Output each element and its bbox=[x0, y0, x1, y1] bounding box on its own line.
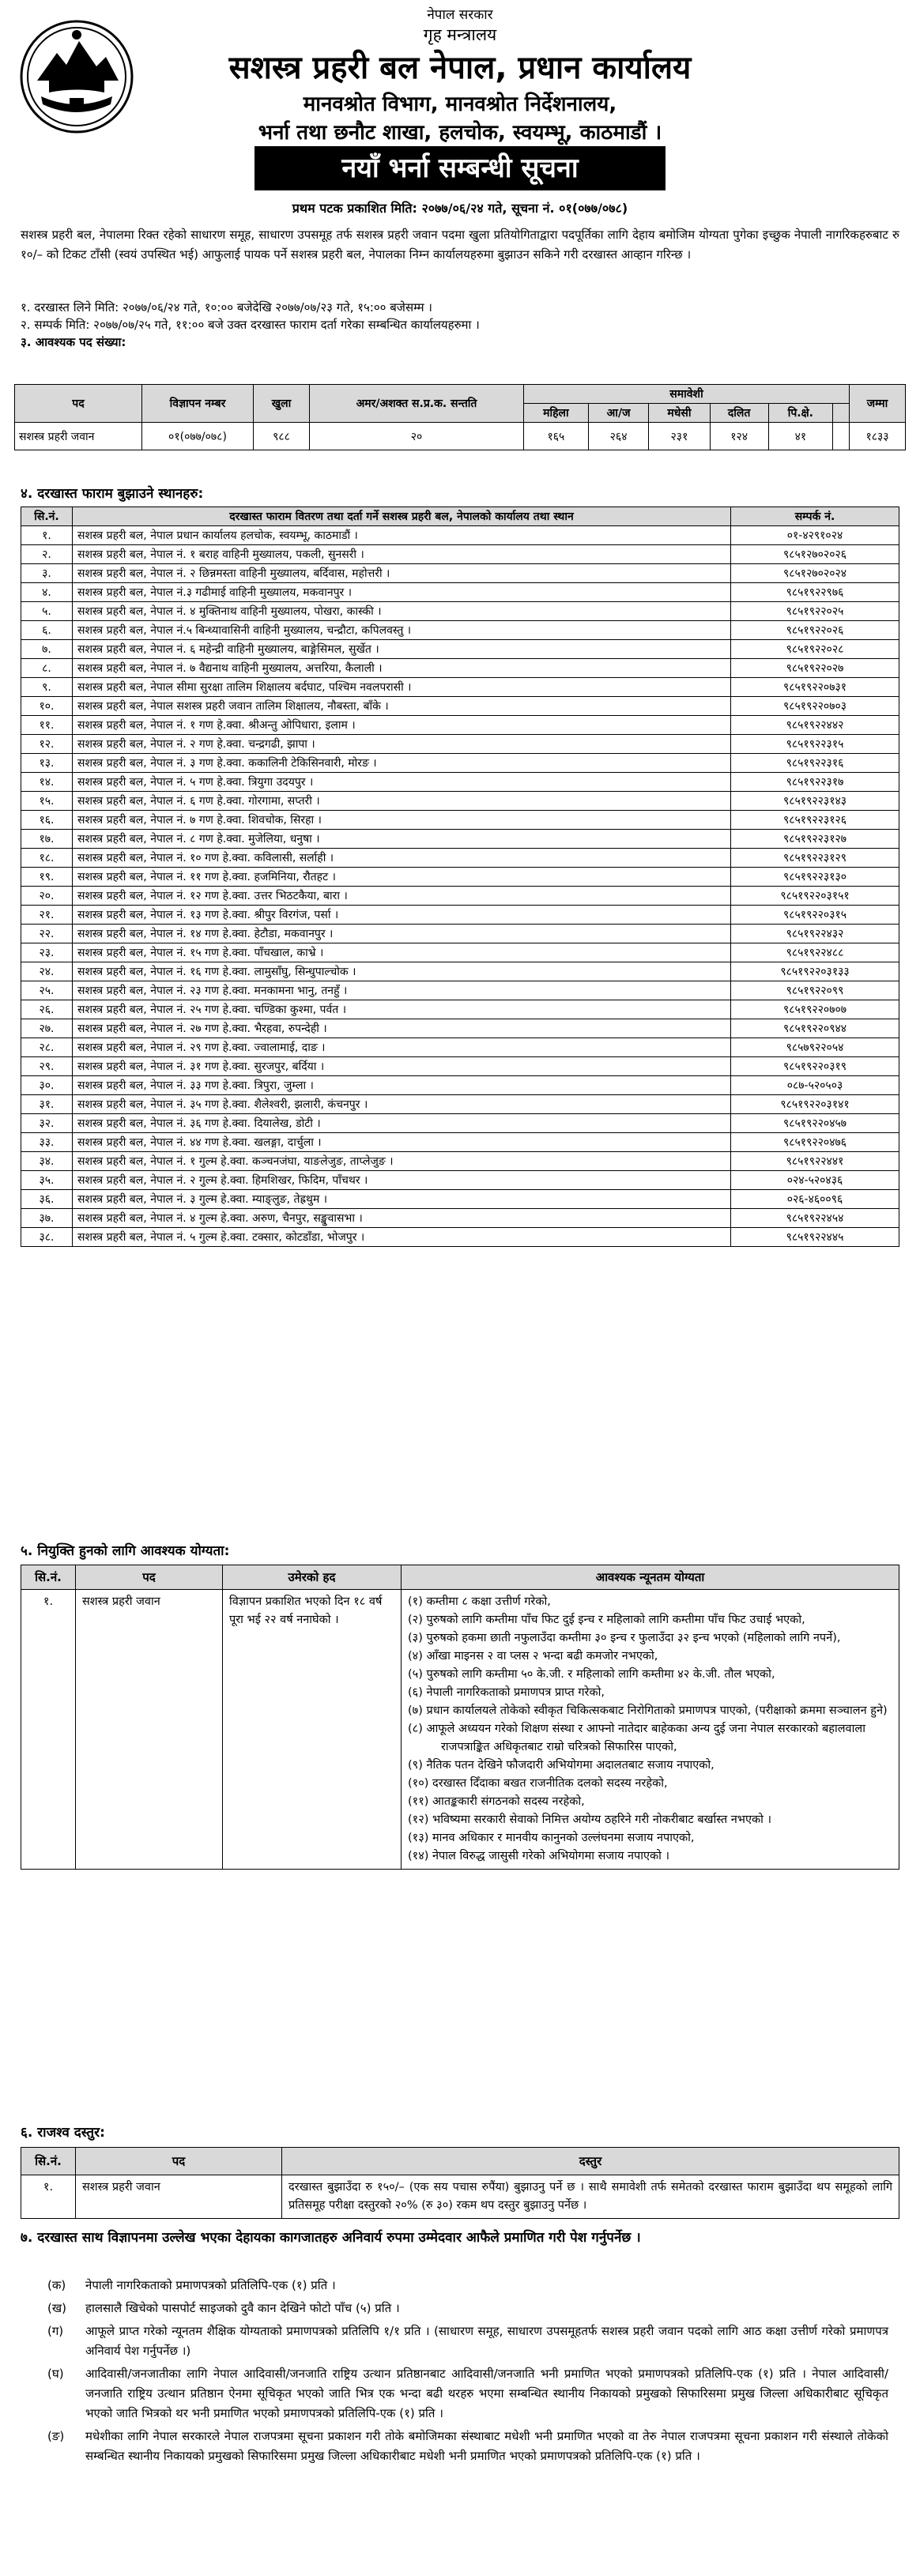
cell-contact: ९८५१९२२३१६ bbox=[731, 754, 899, 773]
list-item-label: (क) bbox=[47, 2278, 66, 2292]
table-row bbox=[21, 1019, 899, 1038]
cell-contact: ९८५१९२२३१४३ bbox=[731, 792, 899, 811]
cell-sn: १४. bbox=[21, 773, 73, 792]
dept-line: मानवश्रोत विभाग, मानवश्रोत निर्देशनालय, bbox=[303, 92, 617, 116]
qualification-item: (४) आँखा माइनस २ वा प्लस २ भन्दा बढी कमजोर नभएको, bbox=[408, 1650, 658, 1663]
th-open: खुला bbox=[254, 385, 310, 423]
qualification-item: (५) पुरुषको लागि कम्तीमा ५० के.जी. र महिलाको लागि कम्तीमा ४२ के.जी. तौल भएको, bbox=[408, 1668, 775, 1681]
cell-dalit: १२४ bbox=[710, 423, 768, 450]
cell-contact: ९८५१९२२३१२६ bbox=[731, 811, 899, 830]
post-count-table bbox=[14, 384, 906, 450]
cell-fee: दरखास्त बुझाउँदा रु १५०/– (एक सय पचास रुपैंया) बुझाउनु पर्ने छ । साथै समावेशी तर्फ समेतको दरखास्त फाराम बुझाउँदा थप समूहको लागि प्रतिसमूह परीक्षा दस्तुरको २०% (रु ३०) रकम थप दस्तुर बुझाउनु पर्नेछ । bbox=[282, 2175, 899, 2219]
offices-body bbox=[21, 526, 899, 1247]
th-ad-number: विज्ञापन नम्बर bbox=[142, 385, 254, 423]
table-row bbox=[21, 1133, 899, 1152]
cell-place: सशस्त्र प्रहरी बल, नेपाल नं. ३ गुल्म हे.क्वा. म्याङ्लुङ, तेह्रथुम । bbox=[73, 1190, 731, 1209]
cell-place: सशस्त्र प्रहरी बल, नेपाल नं. २३ गण हे.क्वा. मनकामना भानु, तनहुँ । bbox=[73, 981, 731, 1000]
list-item-label: (ङ) bbox=[47, 2429, 65, 2443]
table-row bbox=[21, 887, 899, 906]
cell-place: सशस्त्र प्रहरी बल, नेपाल नं. ८ गण हे.क्वा. मुजेलिया, धनुषा । bbox=[73, 830, 731, 849]
cell-place: सशस्त्र प्रहरी बल, नेपाल नं.५ बिन्ध्यावासिनी वाहिनी मुख्यालय, चन्द्रौटा, कपिलवस्तु । bbox=[73, 621, 731, 640]
cell-sn: ३८. bbox=[21, 1228, 73, 1247]
section-7-title: ७. दरखास्त साथ विज्ञापनमा उल्लेख भएका देहायका कागजातहरु अनिवार्य रुपमा उम्मेदवार आफैले प्रमाणित गरी पेश गर्नुपर्नेछ । bbox=[21, 2230, 641, 2246]
ministry-line: गृह मन्त्रालय bbox=[423, 25, 497, 44]
cell-sn: ३६. bbox=[21, 1190, 73, 1209]
cell-contact: ०१-४२९१०२४ bbox=[731, 526, 899, 545]
th-samabeshi: समावेशी bbox=[524, 385, 850, 404]
table-row bbox=[21, 1228, 899, 1247]
table-row bbox=[21, 602, 899, 621]
table-row bbox=[21, 640, 899, 659]
qualification-item: (१०) दरखास्त दिँदाका बखत राजनीतिक दलको सदस्य नरहेको, bbox=[408, 1777, 668, 1790]
table-row bbox=[21, 526, 899, 545]
table-row bbox=[21, 564, 899, 583]
table-row bbox=[21, 545, 899, 564]
qualification-item: (११) आतङ्ककारी संगठनको सदस्य नरहेको, bbox=[408, 1795, 585, 1808]
th-backward: पि.क्षे. bbox=[768, 404, 832, 423]
table-row bbox=[21, 868, 899, 887]
cell-place: सशस्त्र प्रहरी बल, नेपाल नं. १ गण हे.क्वा. श्रीअन्तु ओपिधारा, इलाम । bbox=[73, 716, 731, 735]
cell-contact: ९८५१९२२३१३० bbox=[731, 868, 899, 887]
list-item-label: (ख) bbox=[47, 2301, 66, 2315]
table-row bbox=[21, 735, 899, 754]
qualification-item: (८) आफूले अध्ययन गरेको शिक्षण संस्था र आफ्नो नातेदार बाहेकका अन्य दुई जना नेपाल सरकारको बहालवाला राजपत्राङ्कित अधिकृतबाट राम्रो चरित्रको सिफारिस पाएको, bbox=[408, 1723, 865, 1753]
th-dalit: दलित bbox=[710, 404, 768, 423]
cell-place: सशस्त्र प्रहरी बल, नेपाल नं. २ गुल्म हे.क्वा. हिमशिखर, फिदिम, पाँचथर । bbox=[73, 1171, 731, 1190]
cell-place: सशस्त्र प्रहरी बल, नेपाल नं. २ छिन्नमस्ता वाहिनी मुख्यालय, बर्दिवास, महोत्तरी । bbox=[73, 564, 731, 583]
cell-contact: ९८५१९२२०७०३ bbox=[731, 697, 899, 716]
table-row bbox=[21, 1076, 899, 1095]
cell-sn: ११. bbox=[21, 716, 73, 735]
th-aj: आ/ज bbox=[588, 404, 649, 423]
cell-sn: ३४. bbox=[21, 1152, 73, 1171]
cell-sn: २६. bbox=[21, 1000, 73, 1019]
fee-table bbox=[21, 2147, 899, 2219]
cell-place: सशस्त्र प्रहरी बल, नेपाल नं. १० गण हे.क्वा. कविलासी, सर्लाही । bbox=[73, 849, 731, 868]
cell-contact: ९८५१९२२०३१५ bbox=[731, 906, 899, 925]
cell-inclusive: २० bbox=[310, 423, 524, 450]
cell-sn: १. bbox=[21, 526, 73, 545]
qualification-item: (९) नैतिक पतन देखिने फौजदारी अभियोगमा अदालतबाट सजाय नपाएको, bbox=[408, 1759, 715, 1772]
cell-place: सशस्त्र प्रहरी बल, नेपाल नं. १४ गण हे.क्वा. हेटौडा, मकवानपुर । bbox=[73, 925, 731, 943]
table-row bbox=[21, 981, 899, 1000]
th-sn: सि.नं. bbox=[21, 1565, 76, 1590]
cell-sn: २९. bbox=[21, 1057, 73, 1076]
qualification-item: (१४) नेपाल विरुद्ध जासुसी गरेको अभियोगमा सजाय नपाएको । bbox=[408, 1850, 670, 1862]
cell-place: सशस्त्र प्रहरी बल, नेपाल नं. १६ गण हे.क्वा. लामुसाँघु, सिन्धुपाल्चोक । bbox=[73, 962, 731, 981]
cell-sn: ४. bbox=[21, 583, 73, 602]
cell-contact: ०२६-४६००९६ bbox=[731, 1190, 899, 1209]
cell-contact: ९८५१९२२४५४ bbox=[731, 1209, 899, 1228]
table-row bbox=[21, 1038, 899, 1057]
cell-sn: १५. bbox=[21, 792, 73, 811]
cell-place: सशस्त्र प्रहरी बल, नेपाल सशस्त्र प्रहरी जवान तालिम शिक्षालय, नौबस्ता, बाँके । bbox=[73, 697, 731, 716]
cell-place: सशस्त्र प्रहरी बल, नेपाल नं. १२ गण हे.क्वा. उत्तर भिठटकैया, बारा । bbox=[73, 887, 731, 906]
table-row bbox=[21, 906, 899, 925]
table-row bbox=[21, 925, 899, 943]
cell-woman: १६५ bbox=[524, 423, 589, 450]
cell-contact: ९८५१९२२४४२ bbox=[731, 716, 899, 735]
cell-place: सशस्त्र प्रहरी बल, नेपाल नं. ४ गुल्म हे.क्वा. अरुण, चैनपुर, सङ्खुवासभा । bbox=[73, 1209, 731, 1228]
cell-contact: ९८५१९२२९७६ bbox=[731, 583, 899, 602]
header bbox=[0, 0, 920, 166]
cell-sn: ३०. bbox=[21, 1076, 73, 1095]
cell-contact: ९८५१९२२०२५ bbox=[731, 602, 899, 621]
table-row bbox=[21, 659, 899, 678]
cell-place: सशस्त्र प्रहरी बल, नेपाल प्रधान कार्यालय हलचोक, स्वयम्भू, काठमाडौं । bbox=[73, 526, 731, 545]
th-qual: आवश्यक न्यूनतम योग्यता bbox=[402, 1565, 899, 1590]
cell-sn: २१. bbox=[21, 906, 73, 925]
cell-place: सशस्त्र प्रहरी बल, नेपाल नं. ६ महेन्द्री वाहिनी मुख्यालय, बाङ्गेसिमल, सुर्खेत । bbox=[73, 640, 731, 659]
cell-contact: ९८५१९२२३१७ bbox=[731, 773, 899, 792]
cell-place: सशस्त्र प्रहरी बल, नेपाल नं. ३३ गण हे.क्वा. त्रिपुरा, जुम्ला । bbox=[73, 1076, 731, 1095]
qualification-item: (३) पुरुषको हकमा छाती नफुलाउँदा कम्तीमा ३० इन्च र फुलाउँदा ३२ इन्च भएको (महिलाको लागि नपर्ने), bbox=[408, 1632, 841, 1644]
cell-open: ९८८ bbox=[254, 423, 310, 450]
cell-contact: ९८५१९२२०७३१ bbox=[731, 678, 899, 697]
table-row bbox=[21, 2175, 899, 2219]
cell-sn: २४. bbox=[21, 962, 73, 981]
branch-line: भर्ना तथा छनौट शाखा, हलचोक, स्वयम्भू, काठमाडौं । bbox=[258, 121, 662, 145]
qualification-item: (७) प्रधान कार्यालयले तोकेको स्वीकृत चिकित्सकबाट निरोगिताको प्रमाणपत्र पाएको, (परीक्षाको क्रममा सञ्चालन हुने) bbox=[408, 1704, 888, 1717]
cell-place: सशस्त्र प्रहरी बल, नेपाल नं. ३५ गण हे.क्वा. शैलेश्वरी, झलारी, कंचनपुर । bbox=[73, 1095, 731, 1114]
cell-contact: ९८५७९२२०५४ bbox=[731, 1038, 899, 1057]
table-row bbox=[21, 773, 899, 792]
cell-place: सशस्त्र प्रहरी बल, नेपाल नं. ३१ गण हे.क्वा. सुरजपुर, बर्दिया । bbox=[73, 1057, 731, 1076]
list-item-label: (घ) bbox=[47, 2367, 64, 2381]
cell-sn: १७. bbox=[21, 830, 73, 849]
cell-sn: ८. bbox=[21, 659, 73, 678]
list-item-text: आफूले प्राप्त गरेको न्यूनतम शैक्षिक योग्यताको प्रमाणपत्रको प्रतिलिपि १/१ प्रति । (साधारण समूह, साधारण उपसमूहतर्फ सशस्त्र प्रहरी जवान पदको लागि आठ कक्षा उत्तीर्ण गरेको प्रमाणपत्र अनिवार्य पेश गर्नुपर्नेछ ।) bbox=[85, 2324, 888, 2358]
cell-place: सशस्त्र प्रहरी बल, नेपाल नं. ४४ गण हे.क्वा. खलङ्गा, दार्चुला । bbox=[73, 1133, 731, 1152]
documents-list bbox=[47, 2276, 888, 2469]
th-woman: महिला bbox=[524, 404, 589, 423]
list-item-text: नेपाली नागरिकताको प्रमाणपत्रको प्रतिलिपि-एक (१) प्रति । bbox=[85, 2278, 336, 2292]
key-points bbox=[21, 299, 480, 351]
cell-sn: २. bbox=[21, 545, 73, 564]
th-sn: सि.नं. bbox=[21, 507, 73, 526]
cell-place: सशस्त्र प्रहरी बल, नेपाल नं. १ बराह वाहिनी मुख्यालय, पकली, सुनसरी । bbox=[73, 545, 731, 564]
table-row bbox=[21, 962, 899, 981]
cell-sn: १. bbox=[21, 2175, 76, 2219]
cell-place: सशस्त्र प्रहरी बल, नेपाल नं. ७ वैद्यनाथ वाहिनी मुख्यालय, अत्तरिया, कैलाली । bbox=[73, 659, 731, 678]
cell-place: सशस्त्र प्रहरी बल, नेपाल नं.३ गढीमाई वाहिनी मुख्यालय, मकवानपुर । bbox=[73, 583, 731, 602]
section-6-title: ६. राजश्व दस्तुर: bbox=[21, 2125, 105, 2141]
cell-post: सशस्त्र प्रहरी जवान bbox=[76, 1590, 223, 1870]
cell-place: सशस्त्र प्रहरी बल, नेपाल नं. ४ मुक्तिनाथ वाहिनी मुख्यालय, पोखरा, कास्की । bbox=[73, 602, 731, 621]
qualification-table bbox=[21, 1565, 899, 1870]
table-row bbox=[21, 1171, 899, 1190]
list-item-text: हालसालै खिचेको पासपोर्ट साइजको दुवै कान देखिने फोटो पाँच (५) प्रति । bbox=[85, 2301, 400, 2315]
cell-sn: ७. bbox=[21, 640, 73, 659]
point-contact-date: २. सम्पर्क मिति: २०७७/०७/२५ गते, ११:०० बजे उक्त दरखास्त फाराम दर्ता गरेका सम्बन्धित कार्यालयहरुमा । bbox=[21, 318, 480, 332]
list-item-text: आदिवासी/जनजातीका लागि नेपाल आदिवासी/जनजाति राष्ट्रिय उत्थान प्रतिष्ठानबाट आदिवासी/जनजाति भनी प्रमाणित भएको प्रमाणपत्रको प्रतिलिपि-एक (१) प्रति । नेपाल आदिवासी/जनजाति राष्ट्रिय उत्थान प्रतिष्ठान ऐनमा सूचिकृत भएको जाति भित्र एक भन्दा बढी थरहरु भएमा सम्बन्धित स्थानीय निकायको प्रमुखको सिफारिसमा प्रमुख जिल्ला अधिकारीबाट सूचिकृत भएको जाति भित्रको थर भनी प्रमाणित भएको प्रमाणपत्रको प्रतिलिपि-एक (१) प्रति । bbox=[85, 2367, 888, 2420]
cell-sn: २०. bbox=[21, 887, 73, 906]
cell-place: सशस्त्र प्रहरी बल, नेपाल नं. ७ गण हे.क्वा. शिवचोक, सिरहा । bbox=[73, 811, 731, 830]
cell-contact: ०८७-५२०५०३ bbox=[731, 1076, 899, 1095]
cell-place: सशस्त्र प्रहरी बल, नेपाल नं. ३ गण हे.क्वा. ककालिनी टेकिसिनवारी, मोरङ । bbox=[73, 754, 731, 773]
cell-place: सशस्त्र प्रहरी बल, नेपाल नं. ११ गण हे.क्वा. हजमिनिया, रौतहट । bbox=[73, 868, 731, 887]
cell-sn: ६. bbox=[21, 621, 73, 640]
cell-contact: ९८५१९२२०३१४१ bbox=[731, 1095, 899, 1114]
cell-place: सशस्त्र प्रहरी बल, नेपाल नं. ५ गण हे.क्वा. त्रियुगा उदयपुर । bbox=[73, 773, 731, 792]
cell-sn: ३३. bbox=[21, 1133, 73, 1152]
cell-sn: ३२. bbox=[21, 1114, 73, 1133]
cell-contact: ९८५१९२२०४७६ bbox=[731, 1133, 899, 1152]
cell-sn: ३७. bbox=[21, 1209, 73, 1228]
cell-contact: ०२४-५२०४३६ bbox=[731, 1171, 899, 1190]
cell-madhesi: २३१ bbox=[649, 423, 710, 450]
cell-sn: २८. bbox=[21, 1038, 73, 1057]
th-inclusive-group: अमर/अशक्त स.प्र.क. सन्तति bbox=[310, 385, 524, 423]
table-row bbox=[21, 1095, 899, 1114]
qualification-item: (१३) मानव अधिकार र मानवीय कानुनको उल्लंघनमा सजाय नपाएको, bbox=[408, 1832, 695, 1844]
list-item bbox=[47, 2364, 888, 2423]
table-row bbox=[21, 849, 899, 868]
cell-contact: ९८५१९२२०२८ bbox=[731, 640, 899, 659]
table-row bbox=[21, 697, 899, 716]
qualification-item: (१२) भविष्यमा सरकारी सेवाको निमित्त अयोग्य ठहरिने गरी नोकरीबाट बर्खास्त नभएको । bbox=[408, 1813, 772, 1826]
th-contact: सम्पर्क नं. bbox=[731, 507, 899, 526]
cell-contact: ९८५१९२२०३१९ bbox=[731, 1057, 899, 1076]
table-row bbox=[21, 1190, 899, 1209]
cell-post: सशस्त्र प्रहरी जवान bbox=[76, 2175, 282, 2219]
cell-sn: ३. bbox=[21, 564, 73, 583]
table-row bbox=[21, 754, 899, 773]
table-row bbox=[21, 1000, 899, 1019]
th-blank bbox=[833, 404, 850, 423]
table-row bbox=[21, 1057, 899, 1076]
cell-sn: १. bbox=[21, 1590, 76, 1870]
cell-total: १८३३ bbox=[850, 423, 906, 450]
table-row bbox=[21, 716, 899, 735]
cell-place: सशस्त्र प्रहरी बल, नेपाल नं. २७ गण हे.क्वा. भैरहवा, रुपन्देही । bbox=[73, 1019, 731, 1038]
qualification-item: (२) पुरुषको लागि कम्तीमा पाँच फिट दुई इन्च र महिलाको लागि कम्तीमा पाँच फिट उचाई भएको, bbox=[408, 1614, 805, 1626]
point-application-date: १. दरखास्त लिने मिति: २०७७/०६/२४ गते, १०:०० बजेदेखि २०७७/०७/२३ गते, १५:०० बजेसम्म । bbox=[21, 300, 432, 314]
qualification-item: (६) नेपाली नागरिकताको प्रमाणपत्र प्राप्त गरेको, bbox=[408, 1686, 605, 1699]
cell-contact: ९८५१९२२०२६ bbox=[731, 621, 899, 640]
notice-banner: नयाँ भर्ना सम्बन्धी सूचना bbox=[255, 146, 665, 190]
office-title: सशस्त्र प्रहरी बल नेपाल, प्रधान कार्यालय bbox=[228, 50, 692, 86]
cell-aj: २६४ bbox=[588, 423, 649, 450]
list-item bbox=[47, 2299, 888, 2318]
cell-sn: ३१. bbox=[21, 1095, 73, 1114]
cell-sn: ३५. bbox=[21, 1171, 73, 1190]
cell-place: सशस्त्र प्रहरी बल, नेपाल नं. २५ गण हे.क्वा. चण्डिका कुश्मा, पर्वत । bbox=[73, 1000, 731, 1019]
cell-contact: ९८५१९२२४४५ bbox=[731, 1228, 899, 1247]
cell-place: सशस्त्र प्रहरी बल, नेपाल नं. १५ गण हे.क्वा. पाँचखाल, काभ्रे । bbox=[73, 943, 731, 962]
cell-sn: १९. bbox=[21, 868, 73, 887]
list-item bbox=[47, 2276, 888, 2295]
cell-contact: ९८५१९२२४८८ bbox=[731, 943, 899, 962]
list-item-text: मधेशीका लागि नेपाल सरकारले नेपाल राजपत्रमा सूचना प्रकाशन गरी तोके बमोजिमका संस्थाबाट मधेशी भनी प्रमाणित भएको वा तेरु नेपाल राजपत्रमा सूचना प्रकाशन गरी संस्थाले तोकेको सम्बन्धित स्थानीय निकायको प्रमुखको सिफारिसमा प्रमुख जिल्ला अधिकारीबाट मधेशी भनी प्रमाणित भएको प्रमाणपत्रको प्रतिलिपि-एक (१) प्रति । bbox=[85, 2429, 888, 2463]
cell-contact: ९८५१९२२०७०७ bbox=[731, 1000, 899, 1019]
th-total: जम्मा bbox=[850, 385, 906, 423]
table-row bbox=[21, 1209, 899, 1228]
gov-line: नेपाल सरकार bbox=[427, 7, 493, 23]
cell-contact: ९८५१९२२४३२ bbox=[731, 925, 899, 943]
section-5-title: ५. नियुक्ति हुनको लागि आवश्यक योग्यता: bbox=[21, 1543, 230, 1559]
table-row bbox=[21, 1114, 899, 1133]
cell-sn: १०. bbox=[21, 697, 73, 716]
table-row bbox=[21, 1590, 899, 1870]
th-place: दरखास्त फाराम वितरण तथा दर्ता गर्ने सशस्त्र प्रहरी बल, नेपालको कार्यालय तथा स्थान bbox=[73, 507, 731, 526]
table-row bbox=[21, 678, 899, 697]
th-post: पद bbox=[15, 385, 142, 423]
cell-post: सशस्त्र प्रहरी जवान bbox=[15, 423, 142, 450]
cell-contact: ९८५१२७०२०२६ bbox=[731, 545, 899, 564]
table-row bbox=[21, 583, 899, 602]
cell-blank bbox=[833, 423, 850, 450]
cell-contact: ९८५१९२२०३१३३ bbox=[731, 962, 899, 981]
cell-contact: ९८५१२७०२०२४ bbox=[731, 564, 899, 583]
cell-place: सशस्त्र प्रहरी बल, नेपाल नं. १३ गण हे.क्वा. श्रीपुर विरगंज, पर्सा । bbox=[73, 906, 731, 925]
cell-contact: ९८५१९२२३१२७ bbox=[731, 830, 899, 849]
cell-sn: १२. bbox=[21, 735, 73, 754]
th-post: पद bbox=[76, 1565, 223, 1590]
table-row bbox=[21, 621, 899, 640]
table-row bbox=[21, 943, 899, 962]
qualification-list bbox=[402, 1590, 899, 1870]
th-sn: सि.नं. bbox=[21, 2148, 76, 2175]
table-row bbox=[21, 830, 899, 849]
cell-contact: ९८५१९२२०३१५१ bbox=[731, 887, 899, 906]
cell-place: सशस्त्र प्रहरी बल, नेपाल नं. ६ गण हे.क्वा. गोरगामा, सप्तरी । bbox=[73, 792, 731, 811]
intro-paragraph: सशस्त्र प्रहरी बल, नेपालमा रिक्त रहेको साधारण समूह, साधारण उपसमूह तर्फ सशस्त्र प्रहरी जवान पदमा खुला प्रतियोगिताद्वारा पदपूर्तिका लागि देहाय बमोजिम योग्यता पुगेका इच्छुक नेपाली नागरिकहरुबाट रु १०/– को टिकट टाँसी (स्वयं उपस्थित भई) आफुलाई पायक पर्ने सशस्त्र प्रहरी बल, नेपालका निम्न कार्यालयहरुमा बुझाउन सकिने गरी दरखास्त आव्हान गरिन्छ । bbox=[21, 228, 899, 262]
cell-contact: ९८५१९२२०४५७ bbox=[731, 1114, 899, 1133]
table-row bbox=[21, 792, 899, 811]
cell-sn: ५. bbox=[21, 602, 73, 621]
cell-place: सशस्त्र प्रहरी बल, नेपाल नं. ३६ गण हे.क्वा. दियालेख, डोटी । bbox=[73, 1114, 731, 1133]
cell-sn: १३. bbox=[21, 754, 73, 773]
cell-age: विज्ञापन प्रकाशित भएको दिन १८ वर्ष पूरा भई २२ वर्ष ननाघेको । bbox=[223, 1590, 402, 1870]
table-row bbox=[21, 1152, 899, 1171]
qualification-item: (१) कम्तीमा ८ कक्षा उत्तीर्ण गरेको, bbox=[408, 1595, 551, 1608]
table-row bbox=[15, 423, 906, 450]
point-post-count: ३. आवश्यक पद संख्या: bbox=[21, 335, 126, 349]
cell-ad: ०१(०७७/०७८) bbox=[142, 423, 254, 450]
cell-sn: २३. bbox=[21, 943, 73, 962]
cell-sn: ९. bbox=[21, 678, 73, 697]
cell-place: सशस्त्र प्रहरी बल, नेपाल नं. २९ गण हे.क्वा. ज्वालामाई, दाङ । bbox=[73, 1038, 731, 1057]
cell-contact: ९८५१९२२४४१ bbox=[731, 1152, 899, 1171]
cell-contact: ९८५१९२२०२७ bbox=[731, 659, 899, 678]
cell-sn: २५. bbox=[21, 981, 73, 1000]
cell-contact: ९८५१९२२०९९ bbox=[731, 981, 899, 1000]
cell-contact: ९८५१९२२३१२९ bbox=[731, 849, 899, 868]
th-age: उमेरको हद bbox=[223, 1565, 402, 1590]
table-row bbox=[21, 811, 899, 830]
list-item bbox=[47, 2322, 888, 2361]
cell-sn: १८. bbox=[21, 849, 73, 868]
th-madhesi: मधेसी bbox=[649, 404, 710, 423]
cell-sn: २७. bbox=[21, 1019, 73, 1038]
cell-place: सशस्त्र प्रहरी बल, नेपाल नं. २ गण हे.क्वा. चन्द्रगढी, झापा । bbox=[73, 735, 731, 754]
cell-place: सशस्त्र प्रहरी बल, नेपाल नं. १ गुल्म हे.क्वा. कञ्चनजंघा, याङलेजुङ, ताप्लेजुङ । bbox=[73, 1152, 731, 1171]
cell-place: सशस्त्र प्रहरी बल, नेपाल सीमा सुरक्षा तालिम शिक्षालय बर्दघाट, पश्चिम नवलपरासी । bbox=[73, 678, 731, 697]
cell-sn: १६. bbox=[21, 811, 73, 830]
cell-contact: ९८५१९२२३१५ bbox=[731, 735, 899, 754]
section-4-title: ४. दरखास्त फाराम बुझाउने स्थानहरु: bbox=[21, 486, 204, 502]
offices-table bbox=[21, 507, 899, 1247]
list-item-label: (ग) bbox=[47, 2324, 64, 2338]
th-post: पद bbox=[76, 2148, 282, 2175]
cell-sn: २२. bbox=[21, 925, 73, 943]
th-fee: दस्तुर bbox=[282, 2148, 899, 2175]
cell-backward: ४१ bbox=[768, 423, 832, 450]
cell-place: सशस्त्र प्रहरी बल, नेपाल नं. ५ गुल्म हे.क्वा. टक्सार, कोटडाँडा, भोजपुर । bbox=[73, 1228, 731, 1247]
cell-contact: ९८५१९२२०९४४ bbox=[731, 1019, 899, 1038]
published-date: प्रथम पटक प्रकाशित मिति: २०७७/०६/२४ गते, सूचना नं. ०१(०७७/०७८) bbox=[292, 201, 628, 216]
list-item bbox=[47, 2427, 888, 2466]
